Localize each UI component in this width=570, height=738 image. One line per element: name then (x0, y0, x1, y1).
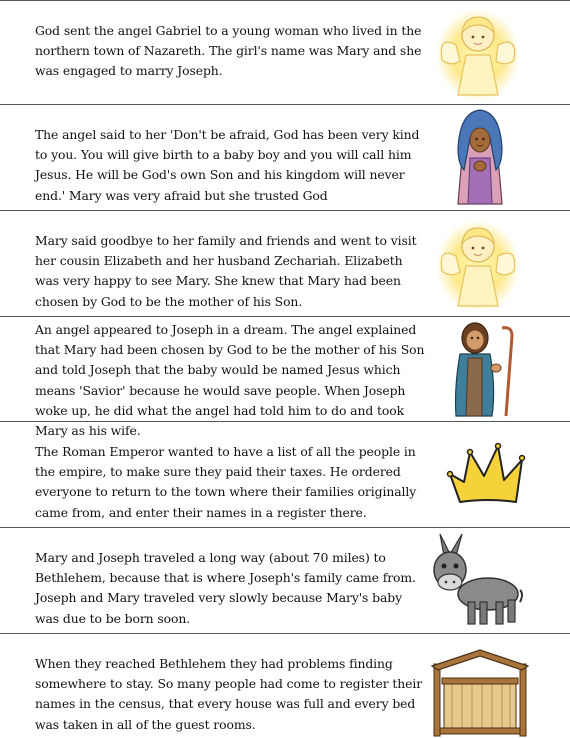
story-card-1 (0, 0, 570, 105)
card-text: When they reached Bethlehem they had problems finding somewhere to stay. So many people had come to register their names in the census, that every house was full and every bed was taken in all of the guest rooms. (35, 656, 423, 732)
donkey-icon (428, 530, 526, 630)
joseph-icon (446, 318, 516, 420)
story-card-3 (0, 211, 570, 317)
story-card-2 (0, 105, 570, 211)
story-card-5 (0, 422, 570, 528)
angel-icon (436, 5, 520, 101)
crown-icon (444, 440, 526, 512)
story-card-7 (0, 634, 570, 738)
manger-icon (430, 648, 530, 738)
card-text: Mary and Joseph traveled a long way (about 70 miles) to Bethlehem, because that is where Joseph's family came from. Joseph and Mary traveled very slowly because Mary's baby was due to be born soon. (35, 550, 416, 626)
story-card-6 (0, 528, 570, 634)
card-text: An angel appeared to Joseph in a dream. The angel explained that Mary had been chosen by God to be the mother of his Son and told Joseph that the baby would be named Jesus which means 'Savior' because he would save people. When Joseph woke up, he did what the angel had told him to do and took Mary as his wife. (35, 322, 425, 439)
card-text: The angel said to her 'Don't be afraid, God has been very kind to you. You will give birth to a baby boy and you will call him Jesus. He will be God's own Son and his kingdom will never end.' Mary was very afraid but she trusted God (35, 127, 420, 203)
card-text: Mary said goodbye to her family and friends and went to visit her cousin Elizabeth and her husband Zechariah. Elizabeth was very happy to see Mary. She knew that Mary had been chosen by God to be the mother of his Son. (35, 233, 417, 309)
story-card-4 (0, 317, 570, 439)
mary-icon (450, 108, 510, 208)
card-text: God sent the angel Gabriel to a young woman who lived in the northern town of Nazareth. The girl's name was Mary and she was engaged to marry Joseph. (35, 23, 422, 79)
angel-icon (436, 216, 520, 312)
card-text: The Roman Emperor wanted to have a list of all the people in the empire, to make sure they paid their taxes. He ordered everyone to return to the town where their families originally came from, and enter their names in a register there. (35, 444, 417, 520)
